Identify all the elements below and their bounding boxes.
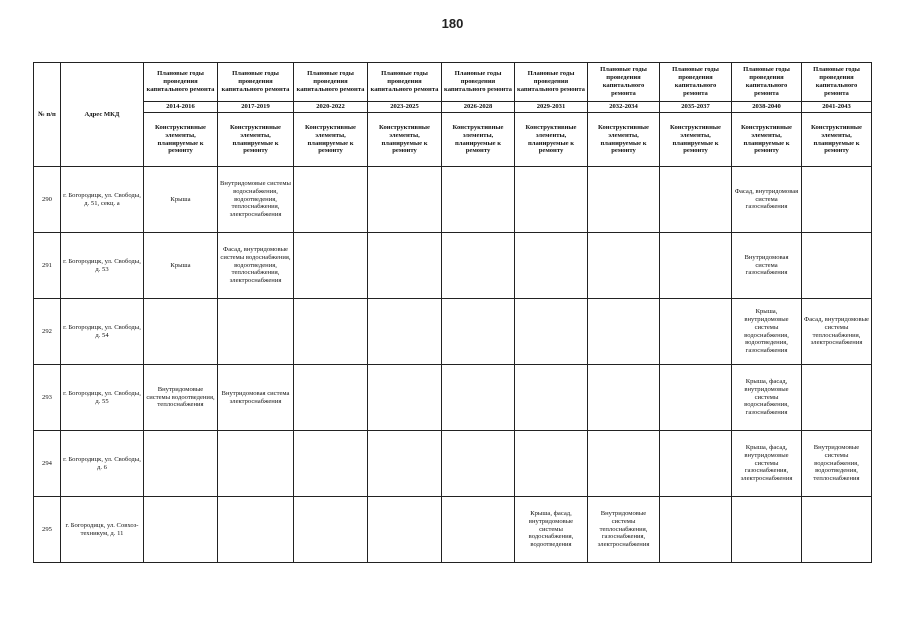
table-cell: Внутридомовая система газоснабжения (732, 233, 802, 299)
table-cell (218, 299, 294, 365)
header-subtitle: Конструктивные элементы, планируемые к ремонту (588, 113, 660, 167)
table-cell (442, 365, 515, 431)
header-row-subtitles (34, 113, 872, 167)
table-cell (588, 431, 660, 497)
table-cell (442, 431, 515, 497)
table-cell (515, 167, 588, 233)
table-cell: Внутридомовые системы теплоснабжения, газоснабжения, электроснабжения (588, 497, 660, 563)
table-row (34, 497, 872, 563)
table-cell: Крыша, фасад, внутридомовые системы водоснабжения, газоснабжения (732, 365, 802, 431)
table-cell (218, 431, 294, 497)
table-cell: Внутридомовая система электроснабжения (218, 365, 294, 431)
header-subtitle: Конструктивные элементы, планируемые к ремонту (144, 113, 218, 167)
table-cell (802, 497, 872, 563)
header-subtitle: Конструктивные элементы, планируемые к ремонту (732, 113, 802, 167)
header-years: 2032-2034 (588, 102, 660, 113)
table-cell (294, 497, 368, 563)
header-num: № п/п (34, 63, 61, 167)
header-group-title: Плановые годы проведения капитального ремонта (660, 63, 732, 102)
table-cell (588, 299, 660, 365)
table-cell (144, 497, 218, 563)
table-cell: Фасад, внутридомовая система газоснабжения (732, 167, 802, 233)
header-years: 2017-2019 (218, 102, 294, 113)
header-subtitle: Конструктивные элементы, планируемые к ремонту (515, 113, 588, 167)
table-row (34, 431, 872, 497)
table-cell (442, 299, 515, 365)
header-group-title: Плановые годы проведения капитального ремонта (588, 63, 660, 102)
header-subtitle: Конструктивные элементы, планируемые к ремонту (442, 113, 515, 167)
header-group-title: Плановые годы проведения капитального ремонта (732, 63, 802, 102)
table-body (34, 167, 872, 563)
table-cell (294, 299, 368, 365)
table-row (34, 233, 872, 299)
header-group-title: Плановые годы проведения капитального ремонта (515, 63, 588, 102)
header-row-titles (34, 63, 872, 102)
table-cell (660, 167, 732, 233)
row-address: г. Богородицк, ул. Свободы, д. 51, секц. а (61, 167, 144, 233)
table-cell (515, 365, 588, 431)
header-group-title: Плановые годы проведения капитального ремонта (802, 63, 872, 102)
table-cell (144, 299, 218, 365)
table-cell (368, 299, 442, 365)
table-cell (515, 233, 588, 299)
table-cell: Фасад, внутридомовые системы водоснабжения, водоотведения, теплоснабжения, электроснабжения (218, 233, 294, 299)
table-cell (660, 233, 732, 299)
table-cell (660, 365, 732, 431)
table-cell (368, 497, 442, 563)
header-row-years (34, 102, 872, 113)
table-cell (802, 233, 872, 299)
table-cell (802, 365, 872, 431)
capital-repair-table (33, 62, 872, 563)
table-cell (368, 167, 442, 233)
table-cell: Крыша, фасад, внутридомовые системы водоснабжения, водоотведения (515, 497, 588, 563)
header-years: 2026-2028 (442, 102, 515, 113)
table-cell (368, 431, 442, 497)
table-cell: Крыша (144, 233, 218, 299)
table-cell (368, 365, 442, 431)
row-number: 294 (34, 431, 61, 497)
table-cell (144, 431, 218, 497)
table-cell: Внутридомовые системы водоснабжения, водоотведения, теплоснабжения, электроснабжения (218, 167, 294, 233)
row-address: г. Богородицк, ул. Свободы, д. 55 (61, 365, 144, 431)
table-cell: Крыша, внутридомовые системы водоснабжения, водоотведения, газоснабжения (732, 299, 802, 365)
table-cell: Внутридомовые системы водоснабжения, водоотведения, теплоснабжения (802, 431, 872, 497)
table-cell: Крыша (144, 167, 218, 233)
table-cell (660, 431, 732, 497)
table-cell (442, 167, 515, 233)
row-address: г. Богородицк, ул. Свободы, д. 54 (61, 299, 144, 365)
row-address: г. Богородицк, ул. Свободы, д. 53 (61, 233, 144, 299)
table-cell (294, 365, 368, 431)
page-number: 180 (441, 16, 464, 31)
header-subtitle: Конструктивные элементы, планируемые к ремонту (802, 113, 872, 167)
table-row (34, 299, 872, 365)
header-group-title: Плановые годы проведения капитального ремонта (442, 63, 515, 102)
row-number: 290 (34, 167, 61, 233)
row-address: г. Богородицк, ул. Совхоз-техникум, д. 11 (61, 497, 144, 563)
header-group-title: Плановые годы проведения капитального ремонта (368, 63, 442, 102)
row-address: г. Богородицк, ул. Свободы, д. 6 (61, 431, 144, 497)
table-cell (660, 497, 732, 563)
row-number: 292 (34, 299, 61, 365)
table-cell: Крыша, фасад, внутридомовые системы газоснабжения, электроснабжения (732, 431, 802, 497)
header-subtitle: Конструктивные элементы, планируемые к ремонту (218, 113, 294, 167)
row-number: 295 (34, 497, 61, 563)
table-cell (294, 431, 368, 497)
table-cell (588, 365, 660, 431)
table-cell (368, 233, 442, 299)
table-row (34, 365, 872, 431)
header-group-title: Плановые годы проведения капитального ремонта (144, 63, 218, 102)
header-subtitle: Конструктивные элементы, планируемые к ремонту (368, 113, 442, 167)
table-cell (515, 431, 588, 497)
header-subtitle: Конструктивные элементы, планируемые к ремонту (660, 113, 732, 167)
header-years: 2014-2016 (144, 102, 218, 113)
header-group-title: Плановые годы проведения капитального ремонта (294, 63, 368, 102)
table-cell (218, 497, 294, 563)
table-cell: Фасад, внутридомовые системы теплоснабжения, электроснабжения (802, 299, 872, 365)
header-years: 2038-2040 (732, 102, 802, 113)
table-cell (442, 497, 515, 563)
header-address: Адрес МКД (61, 63, 144, 167)
table-cell (732, 497, 802, 563)
header-years: 2020-2022 (294, 102, 368, 113)
header-group-title: Плановые годы проведения капитального ремонта (218, 63, 294, 102)
table-cell (588, 233, 660, 299)
table-cell (515, 299, 588, 365)
header-years: 2035-2037 (660, 102, 732, 113)
table-cell (660, 299, 732, 365)
header-subtitle: Конструктивные элементы, планируемые к ремонту (294, 113, 368, 167)
table-cell (294, 233, 368, 299)
table-cell: Внутридомовые системы водоотведения, теплоснабжения (144, 365, 218, 431)
table-cell (588, 167, 660, 233)
table-cell (294, 167, 368, 233)
header-years: 2041-2043 (802, 102, 872, 113)
header-years: 2029-2031 (515, 102, 588, 113)
table-row (34, 167, 872, 233)
row-number: 291 (34, 233, 61, 299)
table-cell (802, 167, 872, 233)
table-cell (442, 233, 515, 299)
header-years: 2023-2025 (368, 102, 442, 113)
row-number: 293 (34, 365, 61, 431)
